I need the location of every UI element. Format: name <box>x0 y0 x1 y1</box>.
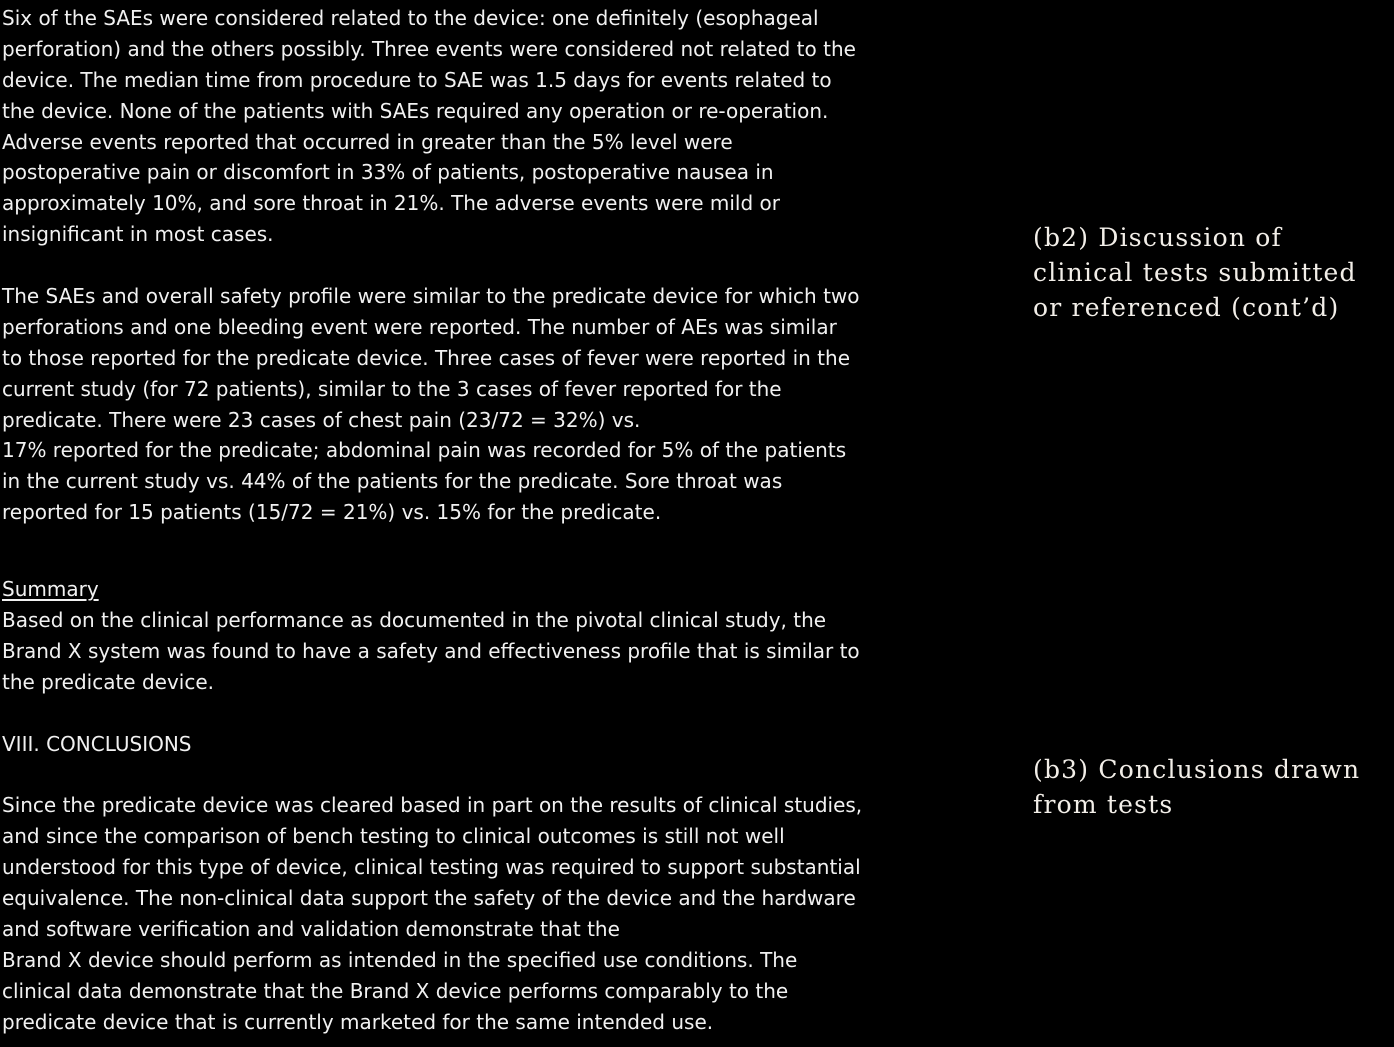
text-line: predicate device that is currently marketed for the same intended use. <box>2 1009 714 1034</box>
comparison-paragraph <box>2 281 902 528</box>
margin-note-b3 <box>1033 752 1360 822</box>
text-line: and since the comparison of bench testing to clinical outcomes is still not well <box>2 824 785 849</box>
paragraph-spacer <box>2 528 902 574</box>
text-line: current study (for 72 patients), similar to the 3 cases of fever reported for the <box>2 376 782 401</box>
margin-note-line: (b2) Discussion of <box>1033 223 1282 252</box>
paragraph-spacer <box>2 250 902 281</box>
text-line: understood for this type of device, clinical testing was required to support substantial <box>2 855 861 880</box>
conclusions-heading: VIII. CONCLUSIONS <box>2 731 192 756</box>
margin-note-line: clinical tests submitted <box>1033 258 1357 287</box>
text-line: Adverse events reported that occurred in greater than the 5% level were <box>2 129 733 154</box>
text-line: reported for 15 patients (15/72 = 21%) vs. 15% for the predicate. <box>2 500 662 525</box>
conclusions-heading-block <box>2 729 902 760</box>
summary-heading: Summary <box>2 577 99 602</box>
margin-note-b2 <box>1033 220 1357 325</box>
text-line: Brand X device should perform as intended in the specified use conditions. The <box>2 947 798 972</box>
text-line: postoperative pain or discomfort in 33% of patients, postoperative nausea in <box>2 160 774 185</box>
text-line: the predicate device. <box>2 669 215 694</box>
text-line: Brand X system was found to have a safety and effectiveness profile that is similar to <box>2 638 860 663</box>
summary-section <box>2 574 902 698</box>
text-line: Based on the clinical performance as documented in the pivotal clinical study, the <box>2 608 827 633</box>
text-line: equivalence. The non-clinical data support the safety of the device and the hardware <box>2 886 856 911</box>
text-line: The SAEs and overall safety profile were similar to the predicate device for which two <box>2 284 860 309</box>
conclusions-paragraph <box>2 790 902 1037</box>
text-line: 17% reported for the predicate; abdominal pain was recorded for 5% of the patients <box>2 438 847 463</box>
sae-paragraph <box>2 3 902 250</box>
text-line: device. The median time from procedure to SAE was 1.5 days for events related to <box>2 67 832 92</box>
text-line: insignificant in most cases. <box>2 222 274 247</box>
text-line: approximately 10%, and sore throat in 21%. The adverse events were mild or <box>2 191 780 216</box>
text-line: and software verification and validation demonstrate that the <box>2 916 620 941</box>
document-body <box>2 3 902 1038</box>
margin-note-line: (b3) Conclusions drawn <box>1033 755 1361 784</box>
text-line: Since the predicate device was cleared based in part on the results of clinical studies, <box>2 793 863 818</box>
text-line: the device. None of the patients with SAEs required any operation or re-operation. <box>2 98 829 123</box>
margin-note-line: from tests <box>1033 790 1174 819</box>
paragraph-spacer <box>2 698 902 729</box>
margin-note-line: or referenced (cont’d) <box>1033 293 1340 322</box>
text-line: predicate. There were 23 cases of chest pain (23/72 = 32%) vs. <box>2 407 641 432</box>
text-line: perforation) and the others possibly. Three events were considered not related to the <box>2 36 856 61</box>
paragraph-spacer <box>2 759 902 790</box>
text-line: perforations and one bleeding event were reported. The number of AEs was similar <box>2 314 837 339</box>
text-line: Six of the SAEs were considered related to the device: one definitely (esophageal <box>2 6 819 30</box>
text-line: in the current study vs. 44% of the patients for the predicate. Sore throat was <box>2 469 783 494</box>
text-line: to those reported for the predicate device. Three cases of fever were reported in the <box>2 345 851 370</box>
text-line: clinical data demonstrate that the Brand X device performs comparably to the <box>2 978 789 1003</box>
